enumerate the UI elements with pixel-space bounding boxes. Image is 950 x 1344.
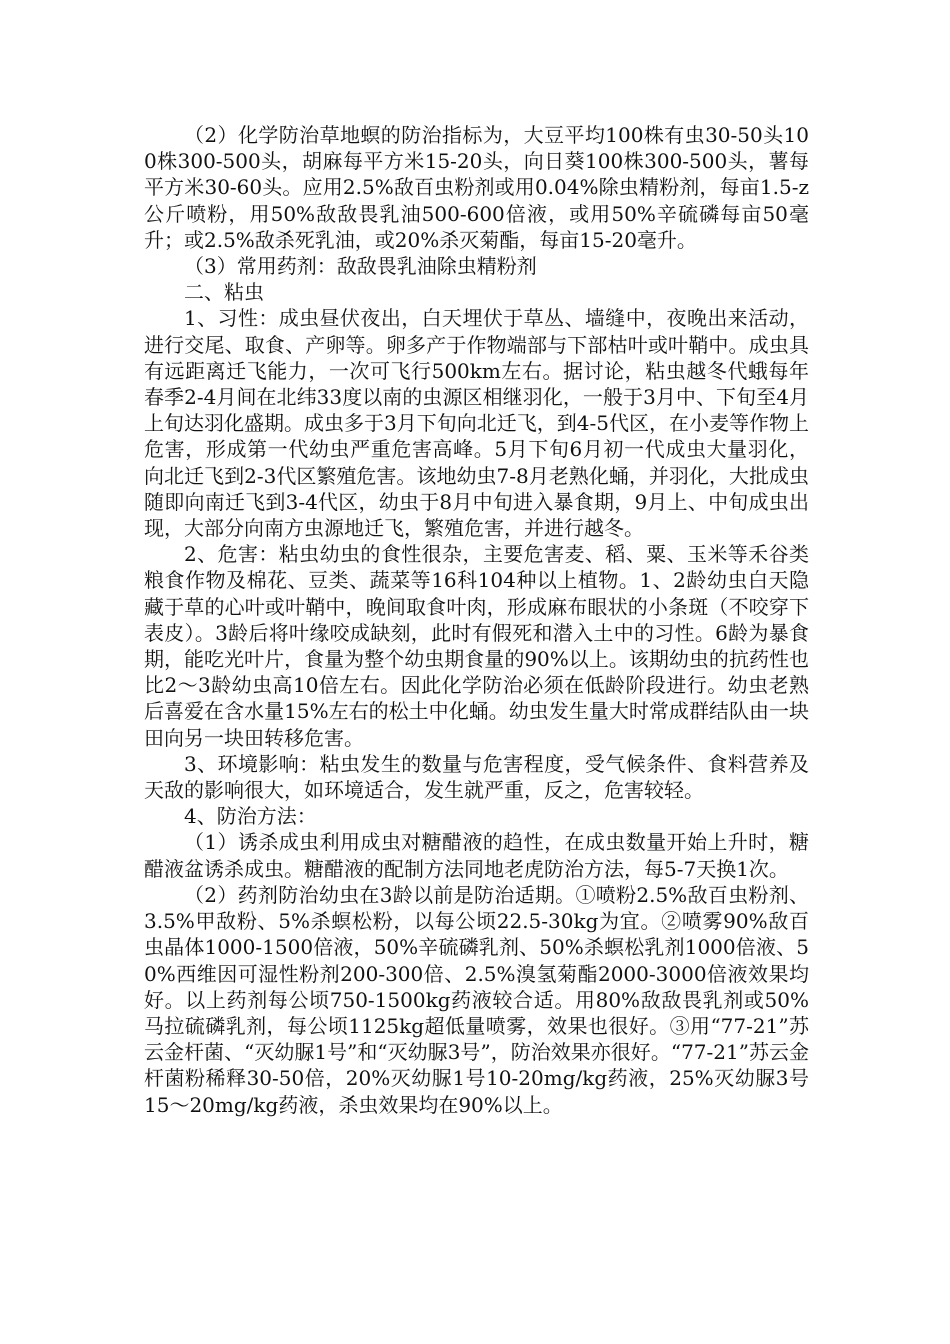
paragraph-common-pesticides: （3）常用药剂：敌敌畏乳油除虫精粉剂 bbox=[184, 254, 537, 279]
subheading-control-methods: 4、防治方法： bbox=[184, 804, 317, 829]
paragraph-environment: 3、环境影响：粘虫发生的数量与危害程度，受气候条件、食料营养及天敌的影响很大，如环境适合，发生就严重，反之，危害较轻。 bbox=[144, 751, 809, 803]
paragraph-damage: 2、危害：粘虫幼虫的食性很杂，主要危害麦、稻、粟、玉米等禾谷类粮食作物及棉花、豆类、蔬菜等16科104种以上植物。1、2龄幼虫白天隐藏于草的心叶或叶鞘中，晚间取食叶肉，形成麻布眼状的小条斑（不咬穿下表皮）。3龄后将叶缘咬成缺刻，此时有假死和潜入土中的习性。6龄为暴食期，能吃光叶片，食量为整个幼虫期食量的90%以上。该期幼虫的抗药性也比2～3龄幼虫高10倍左右。因此化学防治必须在低龄阶段进行。幼虫老熟后喜爱在含水量15%左右的松土中化蛹。幼虫发生量大时常成群结队由一块田向另一块田转移危害。 bbox=[144, 542, 809, 750]
paragraph-habits: 1、习性：成虫昼伏夜出，白天埋伏于草丛、墙缝中，夜晚出来活动，进行交尾、取食、产卵等。卵多产于作物端部与下部枯叶或叶鞘中。成虫具有远距离迁飞能力，一次可飞行500km左右。据讨论，粘虫越冬代蛾每年春季2-4月间在北纬33度以南的虫源区相继羽化，一般于3月中、下旬至4月上旬达羽化盛期。成虫多于3月下旬向北迁飞，到4-5代区，在小麦等作物上危害，形成第一代幼虫严重危害高峰。5月下旬6月初一代成虫大量羽化，向北迁飞到2-3代区繁殖危害。该地幼虫7-8月老熟化蛹，并羽化，大批成虫随即向南迁飞到3-4代区，幼虫于8月中旬进入暴食期，9月上、中旬成虫出现，大部分向南方虫源地迁飞，繁殖危害，并进行越冬。 bbox=[144, 306, 809, 541]
section-heading-armyworm: 二、粘虫 bbox=[184, 280, 264, 305]
paragraph-trap-adults: （1）诱杀成虫利用成虫对糖醋液的趋性，在成虫数量开始上升时，糖醋液盆诱杀成虫。糖醋液的配制方法同地老虎防治方法，每5-7天换1次。 bbox=[144, 830, 809, 881]
paragraph-chemical-control: （2）化学防治草地螟的防治指标为，大豆平均100株有虫30-50头100株300-500头，胡麻每平方米15-20头，向日葵100株300-500头，薯每平方米30-60头。应用2.5%敌百虫粉剂或用0.04%除虫精粉剂，每亩1.5-z公斤喷粉，用50%敌敌畏乳油500-600倍液，或用50%辛硫磷每亩50毫升；或2.5%敌杀死乳油，或20%杀灭菊酯，每亩15-20毫升。 bbox=[144, 123, 809, 252]
paragraph-chemical-larvae: （2）药剂防治幼虫在3龄以前是防治适期。①喷粉2.5%敌百虫粉剂、3.5%甲敌粉、5%杀螟松粉，以每公顷22.5-30kg为宜。②喷雾90%敌百虫晶体1000-1500倍液，50%辛硫磷乳剂、50%杀螟松乳剂1000倍液、50%西维因可湿性粉剂200-300倍、2.5%溴氢菊酯2000-3000倍液效果均好。以上药剂每公顷750-1500kg药液较合适。用80%敌敌畏乳剂或50%马拉硫磷乳剂，每公顷1125kg超低量喷雾，效果也很好。③用“77-21”苏云金杆菌、“灭幼脲1号”和“灭幼脲3号”，防治效果亦很好。“77-21”苏云金杆菌粉稀释30-50倍，20%灭幼脲1号10-20mg/kg药液，25%灭幼脲3号15～20mg/kg药液，杀虫效果均在90%以上。 bbox=[144, 882, 809, 1117]
document-body bbox=[144, 122, 809, 1118]
